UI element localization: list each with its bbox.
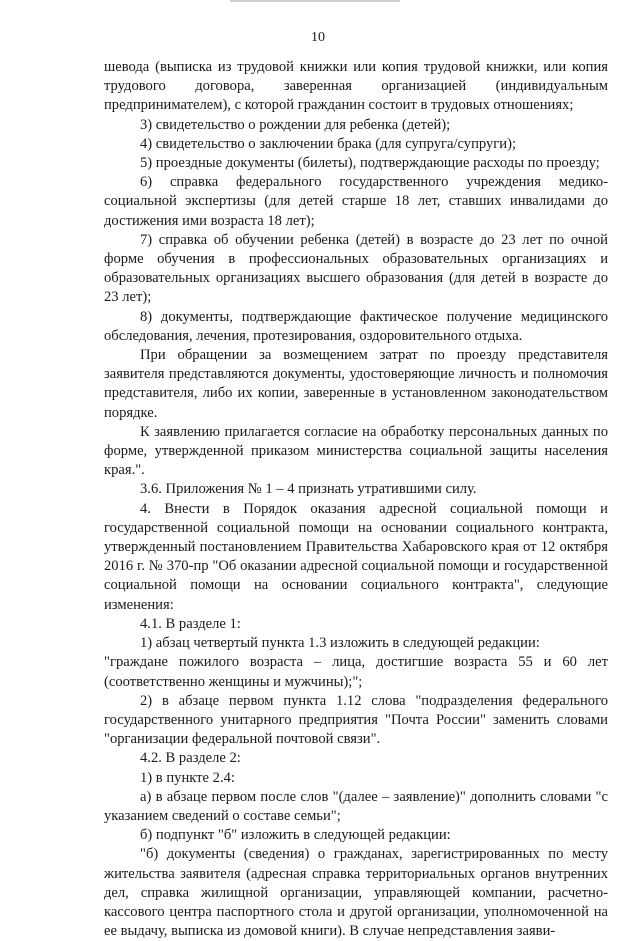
paragraph: К заявлению прилагается согласие на обработку персональных данных по форме, утвержденной приказом министерства социальной защиты населения края.". — [104, 423, 608, 479]
paragraph: 1) абзац четвертый пункта 1.3 изложить в следующей редакции: — [140, 635, 540, 652]
document-body — [104, 58, 608, 941]
paragraph: "б) документы (сведения) о гражданах, зарегистрированных по месту жительства заявителя (адресная справка территориальных органов внутренних дел, справка жилищной организации, управляющей компании, расчетно-кассового центра паспортного стола и другой организации, уполномоченной на ее выдачу, выписка из домовой книги). В случае непредставления заяви- — [104, 846, 608, 940]
paragraph: 3) свидетельство о рождении для ребенка (детей); — [140, 116, 451, 133]
paragraph: "граждане пожилого возраста – лица, достигшие возраста 55 и 60 лет (соответственно женщины и мужчины);"; — [104, 654, 608, 690]
page-number: 10 — [311, 30, 325, 45]
paragraph: шевода (выписка из трудовой книжки или копия трудовой книжки, или копия трудового договора, заверенная организацией (индивидуальным предпринимателем), с которой гражданин состоит в трудовых отношениях; — [104, 59, 608, 114]
paragraph: б) подпункт "б" изложить в следующей редакции: — [140, 827, 451, 844]
paragraph: 4.2. В разделе 2: — [140, 750, 241, 767]
paragraph: 4) свидетельство о заключении брака (для супруга/супруги); — [140, 135, 517, 152]
paragraph: 1) в пункте 2.4: — [140, 769, 235, 786]
paragraph: 7) справка об обучении ребенка (детей) в возрасте до 23 лет по очной форме обучения в профессиональных образовательных организациях и образовательных организациях высшего образования (для детей в возрасте до 23 лет); — [104, 231, 608, 306]
paragraph: При обращении за возмещением затрат по проезду представителя заявителя представляются документы, удостоверяющие личность и полномочия представителя, либо их копии, заверенные в установленном законодательством порядке. — [104, 347, 608, 421]
paragraph: 3.6. Приложения № 1 – 4 признать утратившими силу. — [140, 481, 477, 498]
paragraph: 8) документы, подтверждающие фактическое получение медицинского обследования, лечения, протезирования, оздоровительного отдыха. — [104, 308, 608, 344]
top-edge-line — [230, 0, 400, 2]
paragraph: 5) проездные документы (билеты), подтверждающие расходы по проезду; — [140, 155, 600, 172]
paragraph: 4.1. В разделе 1: — [140, 615, 241, 632]
paragraph: а) в абзаце первом после слов "(далее – заявление)" дополнить словами "с указанием сведений о составе семьи"; — [104, 788, 608, 824]
paragraph: 6) справка федерального государственного учреждения медико-социальной экспертизы (для детей старше 18 лет, ставших инвалидами до достижения ими возраста 18 лет); — [104, 174, 608, 229]
paragraph: 2) в абзаце первом пункта 1.12 слова "подразделения федерального государственного унитарного предприятия "Почта России" заменить словами "организации федеральной почтовой связи". — [104, 692, 608, 748]
paragraph: 4. Внести в Порядок оказания адресной социальной помощи и государственной социальной помощи на основании социального контракта, утвержденный постановлением Правительства Хабаровского края от 12 октября 2016 г. № 370-пр "Об оказании адресной социальной помощи и государственной социальной помощи на основании социального контракта", следующие изменения: — [104, 500, 608, 613]
